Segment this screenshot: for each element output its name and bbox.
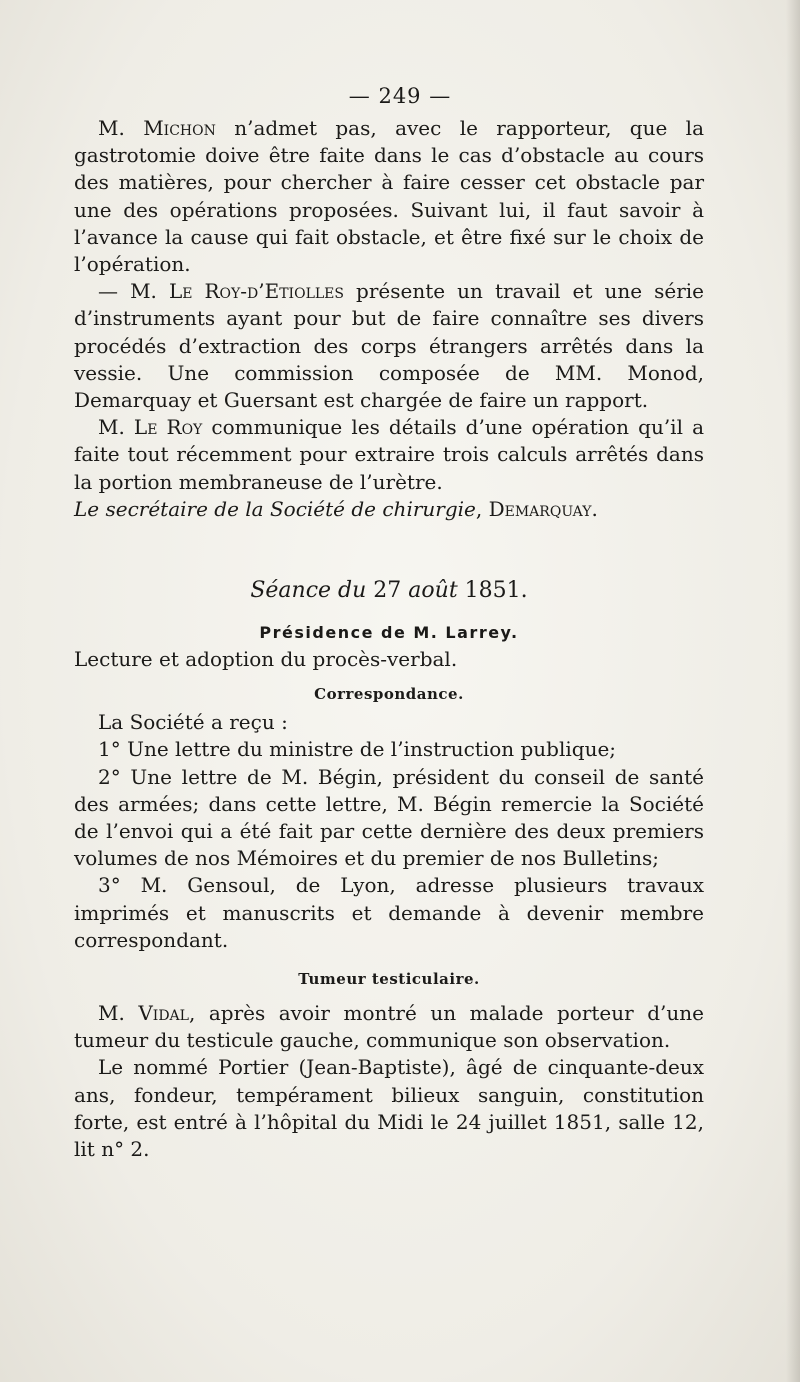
page-number: — 249 — — [348, 84, 452, 108]
correspondence-item-2: 2° Une lettre de M. Bégin, président du conseil de santé des armées; dans cette lettre, M. Bégin remercie la Société de l’envoi qui a été fait par cette dernière des deux premiers volumes de nos Mémoires et du premier de nos Bulletins; — [74, 764, 704, 871]
presidency-heading: Présidence de M. Larrey. — [259, 623, 519, 643]
page-body — [74, 115, 704, 1163]
paragraph-leroy — [74, 414, 704, 496]
session-heading — [74, 576, 704, 606]
paragraph-vidal — [74, 1000, 704, 1054]
session-day: 27 — [366, 578, 409, 604]
michon-text: n’admet pas, avec le rapporteur, que la gastrotomie doive être faite dans le cas d’obstacle au cours des matières, pour chercher à faire cesser cet obstacle par une des opérations proposées. Suivant lui, il faut savoir à l’avance la cause qui fait obstacle, et être fixé sur le choix de l’opération. — [74, 116, 704, 277]
paragraph-patient: Le nommé Portier (Jean-Baptiste), âgé de cinquante-deux ans, fondeur, tempérament bilieux sanguin, constitution forte, est entré à l’hôpital du Midi le 24 juillet 1851, salle 12, lit n° 2. — [74, 1055, 704, 1162]
speaker-leroy-etiolles: M. Le Roy-d’Etiolles — [130, 279, 344, 304]
signature-separator: , — [475, 496, 489, 521]
secretary-signature — [74, 496, 704, 523]
minutes-adoption: Lecture et adoption du procès-verbal. — [74, 647, 458, 672]
correspondence-item-3: 3° M. Gensoul, de Lyon, adresse plusieurs travaux imprimés et manuscrits et demande à devenir membre correspondant. — [74, 873, 704, 952]
page-edge-shadow — [786, 0, 800, 1382]
speaker-michon: M. Michon — [98, 116, 216, 140]
correspondence-item-1: 1° Une lettre du ministre de l’instruction publique; — [98, 737, 617, 762]
dash: — — [98, 279, 131, 304]
session-prefix: Séance du — [250, 578, 367, 604]
secretary-name: Demarquay. — [488, 496, 598, 521]
correspondence-intro: La Société a reçu : — [98, 710, 288, 735]
session-year: 1851. — [457, 578, 528, 604]
speaker-vidal: M. Vidal — [98, 1001, 189, 1026]
vidal-text: , après avoir montré un malade porteur d’une tumeur du testicule gauche, communique son observation. — [74, 1001, 704, 1053]
paragraph-leroy-etiolles — [74, 278, 704, 414]
paragraph-michon — [74, 115, 704, 278]
leroy-etiolles-text: présente un travail et une série d’instruments ayant pour but de faire connaître ses divers procédés d’extraction des corps étrangers arrêtés dans la vessie. Une commission composée de MM. Monod, Demarquay et Guersant est chargée de faire un rapport. — [74, 279, 705, 413]
secretary-role: Le secrétaire de la Société de chirurgie — [74, 496, 476, 521]
session-month: août — [408, 578, 458, 604]
speaker-leroy: M. Le Roy — [98, 415, 203, 440]
correspondence-heading: Correspondance. — [314, 685, 464, 704]
tumor-heading: Tumeur testiculaire. — [298, 970, 480, 989]
leroy-text: communique les détails d’une opération qu’il a faite tout récemment pour extraire trois calculs arrêtés dans la portion membraneuse de l’urètre. — [74, 415, 704, 494]
